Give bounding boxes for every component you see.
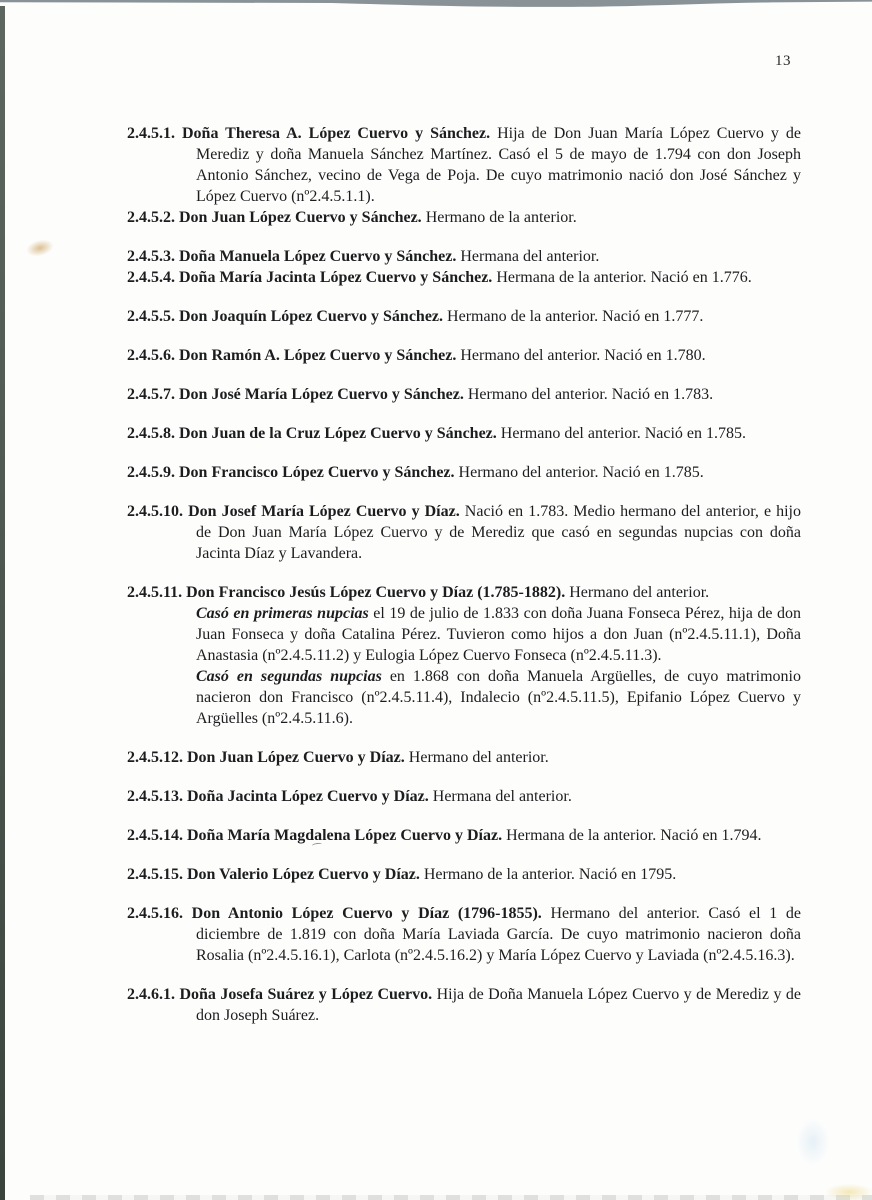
entry-number: 2.4.5.5. — [127, 308, 175, 325]
entry-number: 2.4.6.1. — [127, 986, 175, 1003]
entry-title: Doña Theresa A. López Cuervo y Sánchez. — [182, 125, 491, 142]
scan-top-edge — [0, 0, 872, 8]
entry-number: 2.4.5.6. — [127, 347, 175, 364]
entry-title: Doña María Jacinta López Cuervo y Sánchez. — [179, 269, 493, 286]
entry-2-4-5-4 — [127, 267, 801, 288]
entry-number: 2.4.5.10. — [127, 503, 183, 520]
entry-2-4-5-15 — [127, 864, 801, 885]
entry-number: 2.4.5.7. — [127, 386, 175, 403]
entry-sub-text: el 19 de julio de 1.833 con doña Juana Fonseca Pérez, hija de don Juan Fonseca y doña Catalina Pérez. Tuvieron como hijos a don Juan (nº2.4.5.11.1), Doña Anastasia (nº2.4.5.11.2) y Eulogia López Cuervo Fonseca (nº2.4.5.11.3). — [196, 605, 802, 664]
entry-2-4-5-11-second-marriage — [127, 666, 801, 729]
entry-number: 2.4.5.11. — [127, 584, 183, 601]
entry-number: 2.4.5.2. — [127, 209, 175, 226]
scan-artifact-yellow-smudge — [826, 1184, 872, 1200]
entry-2-4-5-6 — [127, 345, 801, 366]
entry-title: Doña Josefa Suárez y López Cuervo. — [179, 986, 433, 1003]
entry-sub-lead: Casó en segundas nupcias — [196, 668, 382, 685]
document-content — [127, 123, 801, 1044]
entry-number: 2.4.5.3. — [127, 248, 175, 265]
entry-text: Hermana de la anterior. Nació en 1.776. — [496, 269, 752, 286]
entry-title: Don Juan López Cuervo y Díaz. — [187, 749, 405, 766]
entry-2-4-5-14 — [127, 825, 801, 846]
entry-text: Hermana del anterior. — [432, 788, 572, 805]
entry-number: 2.4.5.12. — [127, 749, 183, 766]
entry-text: Hermano del anterior. Nació en 1.785. — [458, 464, 704, 481]
entry-2-4-5-1 — [127, 123, 801, 207]
entry-text: Hermano del anterior. Nació en 1.783. — [467, 386, 714, 403]
scan-bottom-edge — [30, 1195, 872, 1200]
entry-number: 2.4.5.15. — [127, 866, 183, 883]
entry-title: Don Antonio López Cuervo y Díaz (1796-1855). — [191, 905, 542, 922]
entry-title: Doña María Magdalena López Cuervo y Díaz. — [187, 827, 503, 844]
entry-text: Hermano de la anterior. Nació en 1.777. — [447, 308, 704, 325]
entry-2-4-5-11 — [127, 582, 801, 603]
entry-title: Don Josef María López Cuervo y Díaz. — [188, 503, 460, 520]
entry-title: Doña Jacinta López Cuervo y Díaz. — [187, 788, 429, 805]
entry-title: Don José María López Cuervo y Sánchez. — [179, 386, 464, 403]
scan-artifact-blue-smudge — [796, 1118, 830, 1166]
entry-sub-text: en 1.868 con doña Manuela Argüelles, de cuyo matrimonio nacieron don Francisco (nº2.4.5.11.4), Indalecio (nº2.4.5.11.5), Epifanio López Cuervo y Argüelles (nº2.4.5.11.6). — [196, 668, 801, 727]
entry-2-4-5-3 — [127, 246, 801, 267]
entry-number: 2.4.5.8. — [127, 425, 175, 442]
entry-number: 2.4.5.14. — [127, 827, 183, 844]
entry-number: 2.4.5.16. — [127, 905, 183, 922]
entry-text: Hermano del anterior. — [408, 749, 549, 766]
entry-text: Hermana del anterior. — [460, 248, 600, 265]
entry-2-4-5-11-first-marriage — [127, 603, 801, 666]
entry-text: Hermano del anterior. Casó el 1 de diciembre de 1.819 con doña María Laviada García. De cuyo matrimonio nacieron doña Rosalia (nº2.4.5.16.1), Carlota (nº2.4.5.16.2) y María López Cuervo y Laviada (nº2.4.5.16.3). — [196, 905, 801, 964]
entry-title: Don Juan de la Cruz López Cuervo y Sánchez. — [179, 425, 497, 442]
entry-title: Don Francisco López Cuervo y Sánchez. — [179, 464, 455, 481]
entry-2-4-5-2 — [127, 207, 801, 228]
scan-left-edge — [0, 6, 5, 1200]
entry-number: 2.4.5.9. — [127, 464, 175, 481]
entry-2-4-5-9 — [127, 462, 801, 483]
entry-sub-lead: Casó en primeras nupcias — [196, 605, 369, 622]
entry-text: Nació en 1.783. Medio hermano del anterior, e hijo de Don Juan María López Cuervo y de Merediz que casó en segundas nupcias con doña Jacinta Díaz y Lavandera. — [196, 503, 801, 562]
entry-2-4-5-13 — [127, 786, 801, 807]
entry-title: Doña Manuela López Cuervo y Sánchez. — [179, 248, 457, 265]
entry-text: Hermano de la anterior. Nació en 1795. — [423, 866, 677, 883]
entry-text: Hermano del anterior. Nació en 1.785. — [500, 425, 747, 442]
entry-title: Don Valerio López Cuervo y Díaz. — [187, 866, 420, 883]
entry-2-4-6-1 — [127, 984, 801, 1026]
entry-2-4-5-10 — [127, 501, 801, 564]
entry-2-4-5-7 — [127, 384, 801, 405]
scan-artifact-tan-smudge — [24, 237, 55, 259]
entry-2-4-5-16 — [127, 903, 801, 966]
entry-2-4-5-12 — [127, 747, 801, 768]
entry-2-4-5-8 — [127, 423, 801, 444]
entry-title: Don Ramón A. López Cuervo y Sánchez. — [179, 347, 457, 364]
entry-text: Hija de Doña Manuela López Cuervo y de Merediz y de don Joseph Suárez. — [196, 986, 802, 1024]
entry-title: Don Juan López Cuervo y Sánchez. — [179, 209, 422, 226]
entry-number: 2.4.5.13. — [127, 788, 183, 805]
entry-number: 2.4.5.4. — [127, 269, 175, 286]
entry-text: Hija de Don Juan María López Cuervo y de Merediz y doña Manuela Sánchez Martínez. Casó el 5 de mayo de 1.794 con don Joseph Antonio Sánchez, vecino de Vega de Poja. De cuyo matrimonio nació don José Sánchez y López Cuervo (nº2.4.5.1.1). — [196, 125, 801, 205]
entry-text: Hermana de la anterior. Nació en 1.794. — [506, 827, 762, 844]
entry-number: 2.4.5.1. — [127, 125, 175, 142]
page-number: 13 — [775, 53, 791, 69]
entry-text: Hermano del anterior. — [569, 584, 710, 601]
entry-2-4-5-5 — [127, 306, 801, 327]
entry-text: Hermano del anterior. Nació en 1.780. — [460, 347, 706, 364]
entry-text: Hermano de la anterior. — [425, 209, 577, 226]
entry-title: Don Joaquín López Cuervo y Sánchez. — [179, 308, 444, 325]
entry-title: Don Francisco Jesús López Cuervo y Díaz (1.785-1882). — [186, 584, 566, 601]
